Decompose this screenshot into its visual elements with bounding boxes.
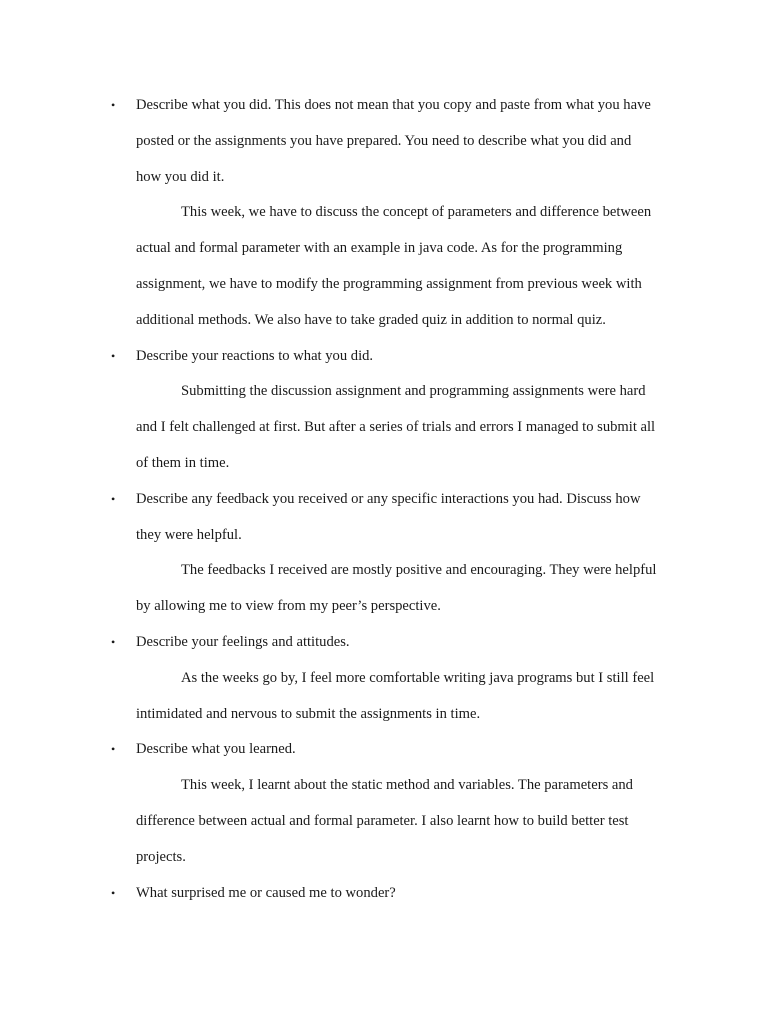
paragraph-line — [0, 410, 768, 446]
bullet-icon: • — [111, 348, 116, 363]
answer-text: posted or the assignments you have prepared. You need to describe what you did and — [136, 132, 632, 149]
answer-text: Submitting the discussion assignment and programming assignments were hard — [181, 383, 646, 400]
bullet-item-line — [0, 88, 768, 124]
answer-text: assignment, we have to modify the programming assignment from previous week with — [136, 275, 642, 292]
bullet-item-line — [0, 876, 768, 912]
answer-text: by allowing me to view from my peer’s perspective. — [136, 598, 441, 615]
answer-text: This week, we have to discuss the concept of parameters and difference between — [181, 204, 652, 221]
answer-text: This week, I learnt about the static method and variables. The parameters and — [181, 777, 633, 794]
paragraph-line — [0, 124, 768, 160]
answer-text: projects. — [136, 848, 186, 865]
bullet-icon: • — [111, 885, 116, 900]
bullet-item-line — [0, 482, 768, 518]
paragraph-line — [0, 446, 768, 482]
bullet-question-text: Describe your reactions to what you did. — [136, 347, 374, 364]
paragraph-line — [0, 697, 768, 733]
answer-text: they were helpful. — [136, 526, 242, 543]
paragraph-line — [0, 840, 768, 876]
bullet-question-text: What surprised me or caused me to wonder? — [136, 884, 396, 901]
paragraph-line — [0, 267, 768, 303]
bullet-icon: • — [111, 634, 116, 649]
paragraph-first-line — [0, 374, 768, 410]
bullet-icon: • — [111, 491, 116, 506]
paragraph-line — [0, 518, 768, 554]
answer-text: of them in time. — [136, 454, 230, 471]
bullet-item-line — [0, 625, 768, 661]
paragraph-first-line — [0, 553, 768, 589]
bullet-icon: • — [111, 742, 116, 757]
paragraph-line — [0, 160, 768, 196]
bullet-question-text: Describe any feedback you received or any specific interactions you had. Discuss how — [136, 490, 641, 507]
answer-text: additional methods. We also have to take graded quiz in addition to normal quiz. — [136, 311, 606, 328]
bullet-question-text: Describe your feelings and attitudes. — [136, 633, 350, 650]
paragraph-line — [0, 303, 768, 339]
bullet-question-text: Describe what you learned. — [136, 741, 296, 758]
paragraph-first-line — [0, 768, 768, 804]
bullet-item-line — [0, 339, 768, 375]
answer-text: intimidated and nervous to submit the assignments in time. — [136, 705, 481, 722]
bullet-question-text: Describe what you did. This does not mean that you copy and paste from what you have — [136, 97, 651, 113]
answer-text: actual and formal parameter with an example in java code. As for the programming — [136, 240, 623, 257]
paragraph-line — [0, 231, 768, 267]
paragraph-line — [0, 804, 768, 840]
paragraph-line — [0, 589, 768, 625]
bullet-item-line — [0, 732, 768, 768]
document-body — [0, 88, 768, 911]
bullet-icon: • — [111, 98, 116, 112]
answer-text: how you did it. — [136, 168, 225, 185]
answer-text: and I felt challenged at first. But after a series of trials and errors I managed to submit all — [136, 419, 656, 436]
answer-text: The feedbacks I received are mostly positive and encouraging. They were helpful — [181, 562, 657, 579]
paragraph-first-line — [0, 661, 768, 697]
answer-text: As the weeks go by, I feel more comfortable writing java programs but I still feel — [181, 669, 655, 686]
answer-text: difference between actual and formal parameter. I also learnt how to build better test — [136, 812, 629, 829]
paragraph-first-line — [0, 195, 768, 231]
